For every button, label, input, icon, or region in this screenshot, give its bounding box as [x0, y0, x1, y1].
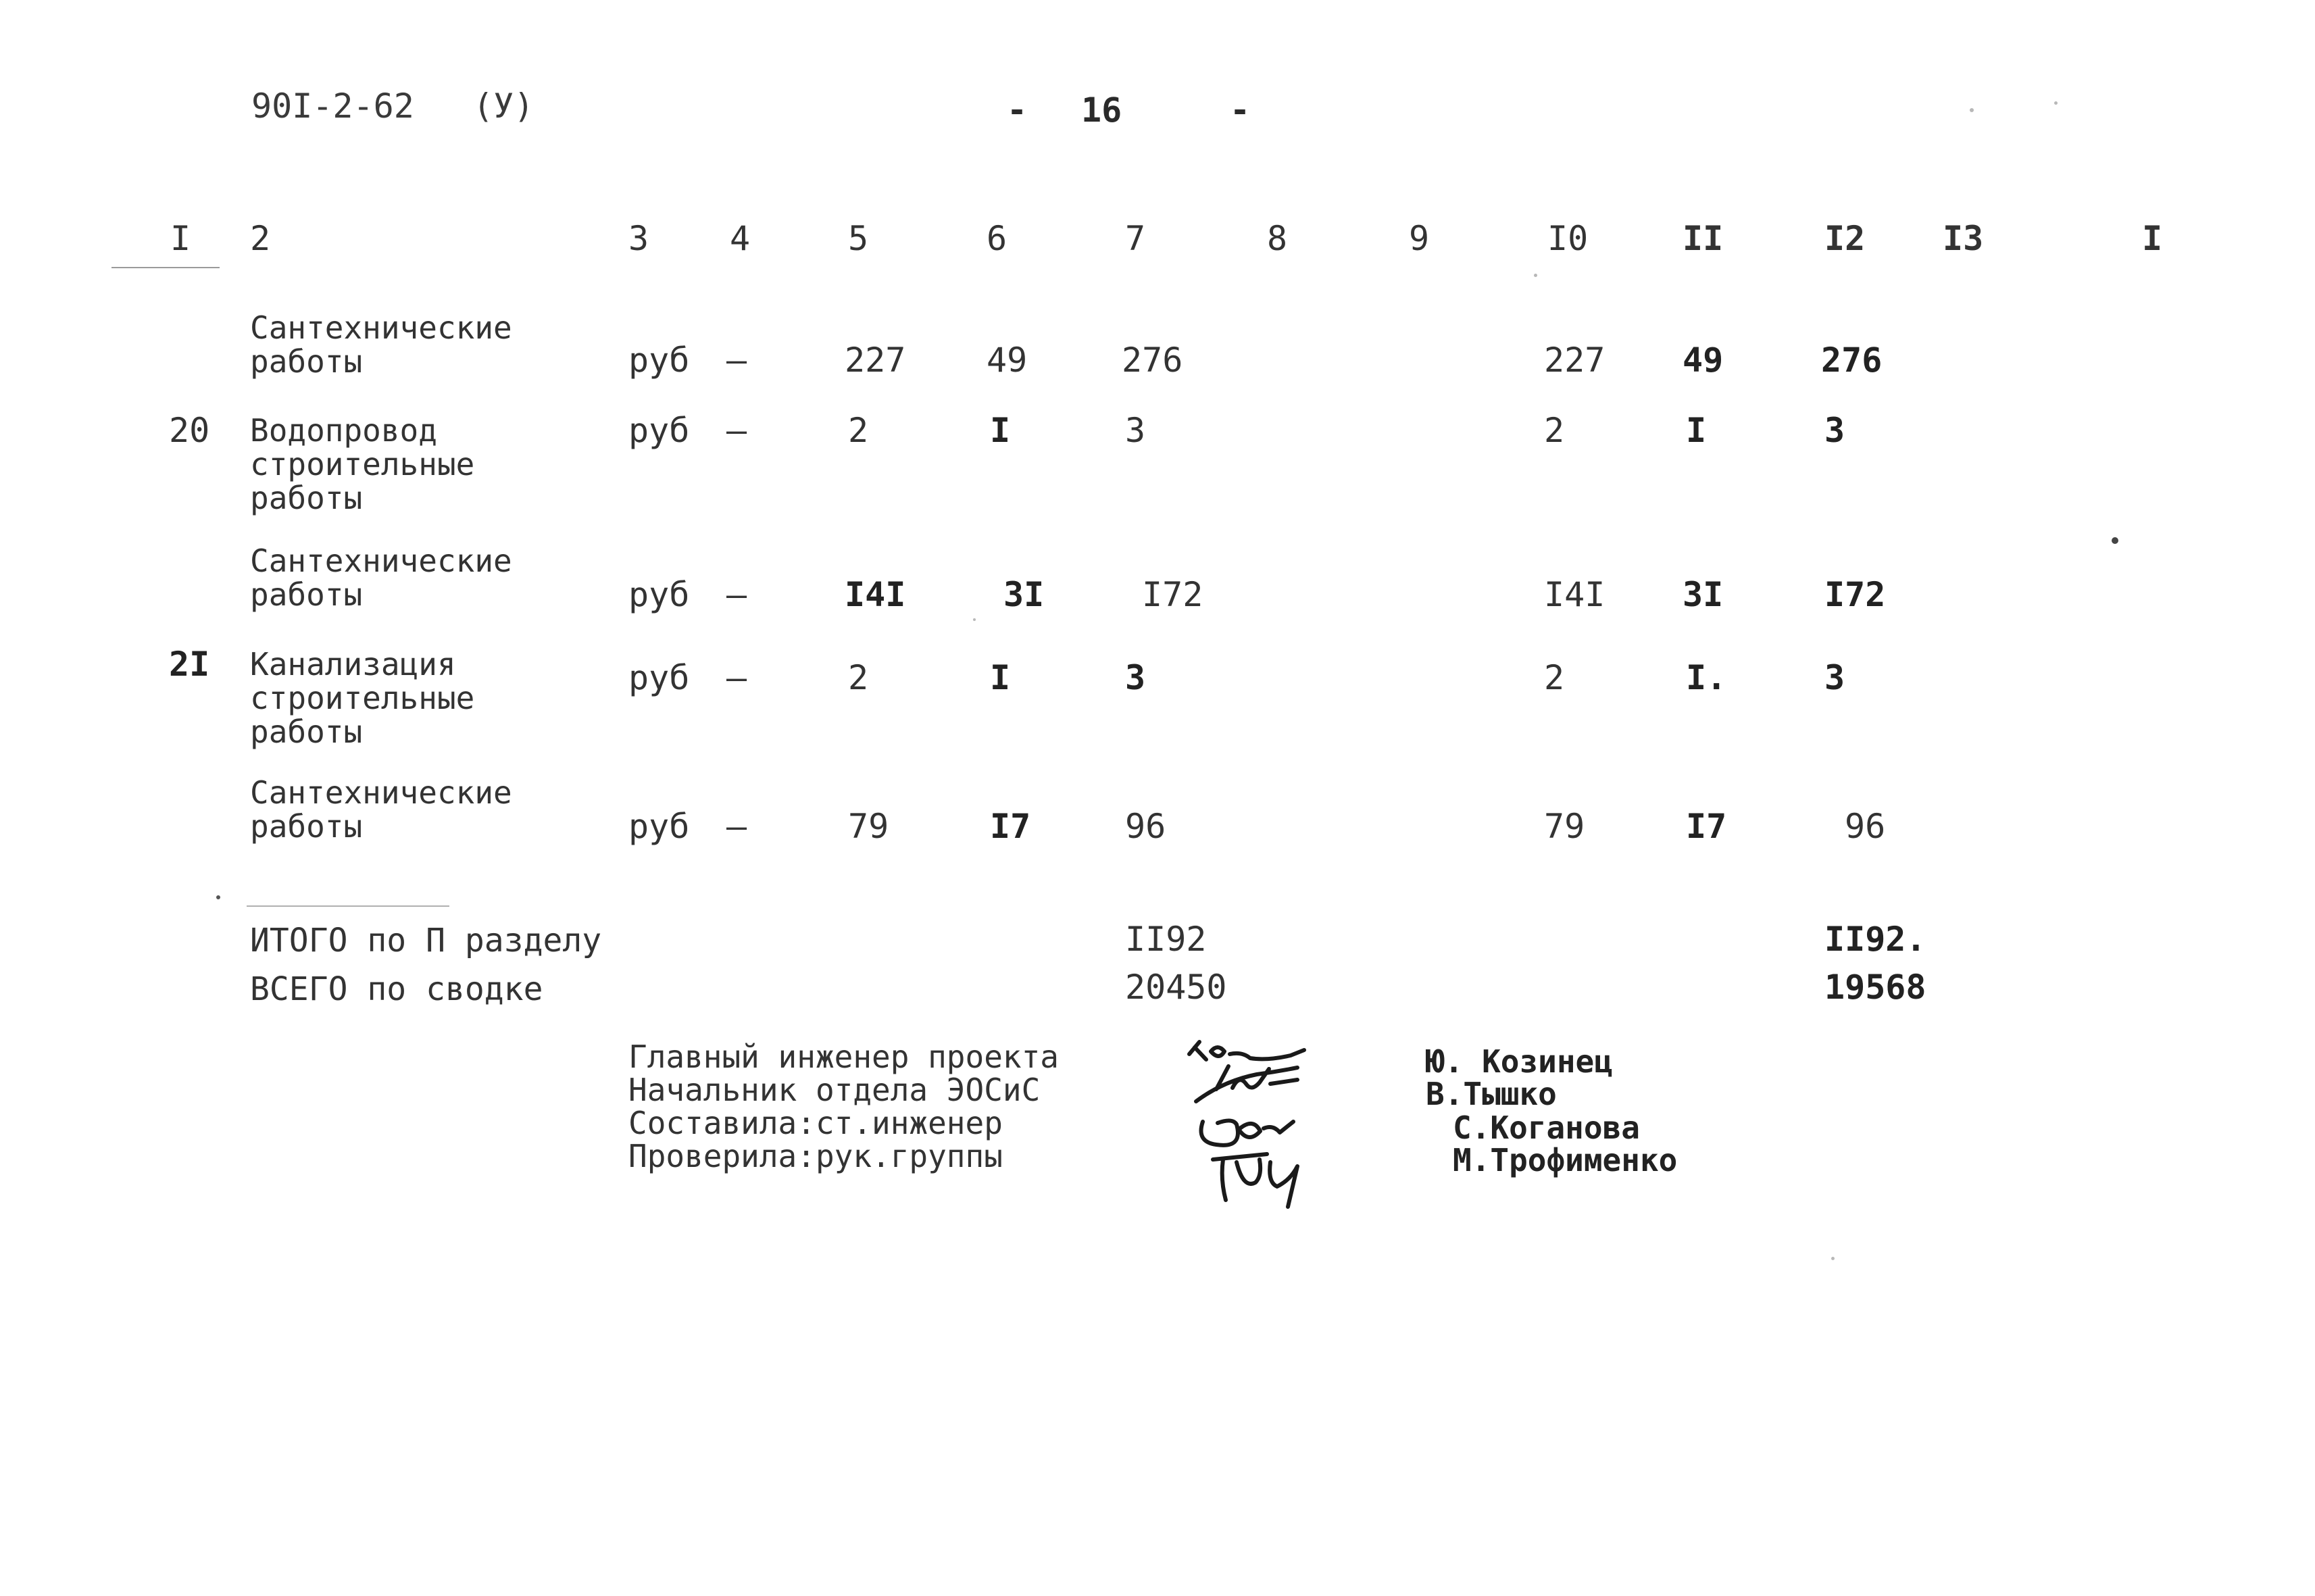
row-c5: I4I	[845, 575, 906, 614]
total-vsego-c12: 19568	[1824, 968, 1926, 1007]
scan-speck	[1534, 274, 1537, 277]
row-c12: I72	[1824, 575, 1886, 614]
row-c11: 49	[1683, 341, 1724, 380]
row-c4: –	[726, 575, 747, 614]
row-c11: I7	[1686, 807, 1727, 846]
signature-name-1: Ю. Козинец	[1426, 1043, 1613, 1080]
column-number-9: 9	[1409, 219, 1430, 258]
row-c10: 227	[1544, 341, 1605, 380]
row-unit: руб	[628, 341, 690, 380]
document-variant: (У)	[473, 86, 534, 126]
row-c6: 3I	[1003, 575, 1045, 614]
total-vsego-c7: 20450	[1125, 968, 1227, 1007]
row-c7: 3	[1125, 411, 1146, 450]
document-code: 90I-2-62	[251, 86, 414, 126]
row-c6: 49	[987, 341, 1028, 380]
scan-speck	[216, 895, 220, 899]
column-number-7: 7	[1125, 219, 1146, 258]
row-c7: 96	[1125, 807, 1166, 846]
row-name: Сантехнические работы	[250, 774, 512, 845]
row-unit: руб	[628, 575, 690, 614]
row-c11: I	[1686, 411, 1707, 450]
page-dash-right: -	[1230, 91, 1251, 130]
row-c10: 2	[1544, 411, 1565, 450]
row-c10: 2	[1544, 658, 1565, 697]
row-c6: I	[990, 411, 1011, 450]
row-number: 2I	[169, 645, 210, 684]
row-c12: 96	[1845, 807, 1886, 846]
row-unit: руб	[628, 658, 690, 697]
total-label-vsego: ВСЕГО по сводке	[250, 970, 543, 1008]
total-label-itogo: ИТОГО по П разделу	[250, 922, 602, 959]
column-number-14: I	[2142, 219, 2163, 258]
row-name: Сантехнические работы	[250, 309, 512, 380]
row-unit: руб	[628, 807, 690, 846]
column-number-4: 4	[730, 219, 751, 258]
scan-speck	[1831, 1257, 1835, 1260]
row-c11: I.	[1686, 658, 1727, 697]
row-c5: 2	[848, 658, 869, 697]
row-c4: –	[726, 807, 747, 846]
row-c4: –	[726, 341, 747, 380]
row-c7: I72	[1142, 575, 1203, 614]
header-rule	[111, 267, 220, 268]
page-dash-left: -	[1007, 91, 1028, 130]
row-c6: I7	[990, 807, 1031, 846]
row-c7: 276	[1122, 341, 1183, 380]
signature-name-3: С.Коганова	[1453, 1109, 1640, 1146]
row-c12: 3	[1824, 411, 1845, 450]
scan-speck	[2054, 101, 2058, 105]
column-number-3: 3	[628, 219, 649, 258]
scan-speck	[2112, 537, 2118, 544]
row-unit: руб	[628, 411, 690, 450]
column-number-2: 2	[250, 219, 271, 258]
row-c6: I	[990, 658, 1011, 697]
signature-titles: Главный инженер проекта Начальник отдела ЭОСиС Составила:ст.инженер Проверила:рук.группы	[628, 1039, 1059, 1174]
total-itogo-c12: II92.	[1824, 920, 1926, 959]
scan-speck	[973, 618, 976, 621]
row-c12: 276	[1821, 341, 1883, 380]
row-c7: 3	[1125, 658, 1146, 697]
row-c4: –	[726, 658, 747, 697]
signature-name-4: М.Трофименко	[1453, 1142, 1678, 1178]
signature-name-2: В.Тышко	[1426, 1076, 1557, 1112]
row-name: Сантехнические работы	[250, 543, 512, 613]
column-number-10: I0	[1547, 219, 1589, 258]
row-c11: 3I	[1683, 575, 1724, 614]
row-name: Водопровод строительные работы	[250, 412, 475, 516]
row-name: Канализация строительные работы	[250, 646, 475, 750]
column-number-6: 6	[987, 219, 1007, 258]
row-c5: 79	[848, 807, 889, 846]
column-number-13: I3	[1943, 219, 1984, 258]
column-number-5: 5	[848, 219, 869, 258]
row-c10: 79	[1544, 807, 1585, 846]
column-number-1: I	[170, 219, 191, 258]
total-itogo-c7: II92	[1125, 920, 1207, 959]
row-number: 20	[169, 411, 210, 450]
row-c12: 3	[1824, 658, 1845, 697]
row-c5: 2	[848, 411, 869, 450]
column-number-11: II	[1683, 219, 1724, 258]
row-c10: I4I	[1544, 575, 1605, 614]
scan-speck	[1970, 108, 1974, 112]
column-number-12: I2	[1824, 219, 1866, 258]
row-c5: 227	[845, 341, 906, 380]
row-c4: –	[726, 411, 747, 450]
column-number-8: 8	[1267, 219, 1288, 258]
handwritten-signatures	[1176, 1027, 1392, 1250]
totals-rule	[247, 905, 449, 907]
page-number: 16	[1081, 91, 1122, 130]
